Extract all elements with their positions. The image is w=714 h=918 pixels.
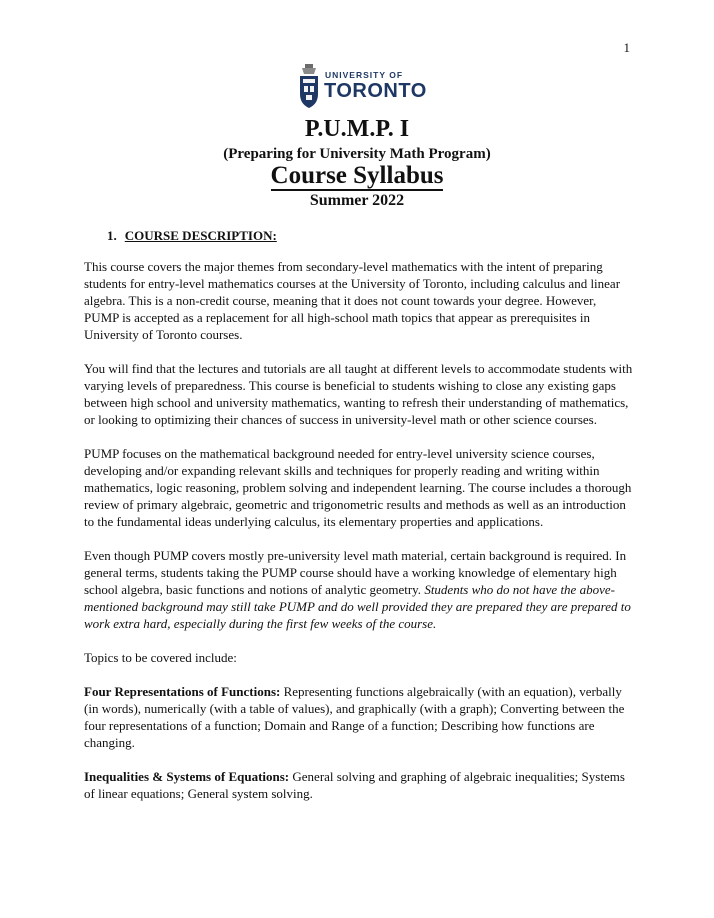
topic-functions-body: Representing functions algebraically (with an equation), verbally (in words), numerically (with a table of values), and graphically (with a graph); Converting between the four representations of a function; Domain and Range of a function; Describing how functions are changing. bbox=[84, 684, 625, 750]
topic-inequalities bbox=[84, 768, 634, 802]
section-title: COURSE DESCRIPTION: bbox=[124, 228, 277, 243]
crest-icon bbox=[299, 64, 319, 108]
body-text bbox=[84, 258, 634, 819]
logo-text-line2: TORONTO bbox=[324, 80, 427, 102]
course-title: P.U.M.P. I bbox=[304, 116, 410, 142]
document-type bbox=[0, 162, 714, 190]
paragraph-4-italic: Students who do not have the above-mentioned background may still take PUMP and do well provided they are prepared they are prepared to work extra hard, especially during the first few weeks of the course. bbox=[84, 582, 631, 631]
university-logo bbox=[297, 62, 427, 112]
paragraph-4 bbox=[84, 547, 634, 632]
section-number: 1. bbox=[107, 228, 117, 243]
topic-inequalities-title: Inequalities & Systems of Equations: bbox=[84, 769, 290, 784]
paragraph-3: PUMP focuses on the mathematical background needed for entry-level university science courses, developing and/or expanding relevant skills and techniques for properly reading and writing within mathematics, logic reasoning, problem solving and independent learning. The course includes a thorough review of primary algebraic, geometric and trigonometric results and methods as well as an introduction to the fundamental ideas underlying calculus, its elementary properties and applications. bbox=[84, 446, 632, 529]
paragraph-2: You will find that the lectures and tutorials are all taught at different levels to accommodate students with varying levels of preparedness. This course is beneficial to students wishing to close any existing gaps between high school and university mathematics, wanting to refresh their understanding of mathematics, or looking to optimizing their chances of success in university-level math or other science courses. bbox=[84, 361, 633, 427]
course-subtitle: (Preparing for University Math Program) bbox=[223, 146, 491, 162]
section-heading bbox=[107, 228, 277, 244]
term: Summer 2022 bbox=[309, 192, 405, 209]
logo-text-line1: UNIVERSITY OF bbox=[325, 70, 404, 80]
page-number: 1 bbox=[623, 40, 630, 55]
topic-functions bbox=[84, 683, 634, 751]
topic-inequalities-body: General solving and graphing of algebraic inequalities; Systems of linear equations; General system solving. bbox=[84, 769, 625, 801]
paragraph-4-text: Even though PUMP covers mostly pre-university level math material, certain background is required. In general terms, students taking the PUMP course should have a working knowledge of elementary high school algebra, basic functions and notions of analytic geometry. bbox=[84, 548, 627, 597]
topic-functions-title: Four Representations of Functions: bbox=[84, 684, 281, 699]
document-type-text: Course Syllabus bbox=[270, 162, 444, 189]
paragraph-5: Topics to be covered include: bbox=[84, 650, 237, 665]
paragraph-1: This course covers the major themes from secondary-level mathematics with the intent of preparing students for entry-level mathematics courses at the University of Toronto, including calculus and linear algebra. This is a non-credit course, meaning that it does not count towards your degree. However, PUMP is accepted as a replacement for all high-school math topics that appear as prerequisites in University of Toronto courses. bbox=[84, 259, 621, 342]
